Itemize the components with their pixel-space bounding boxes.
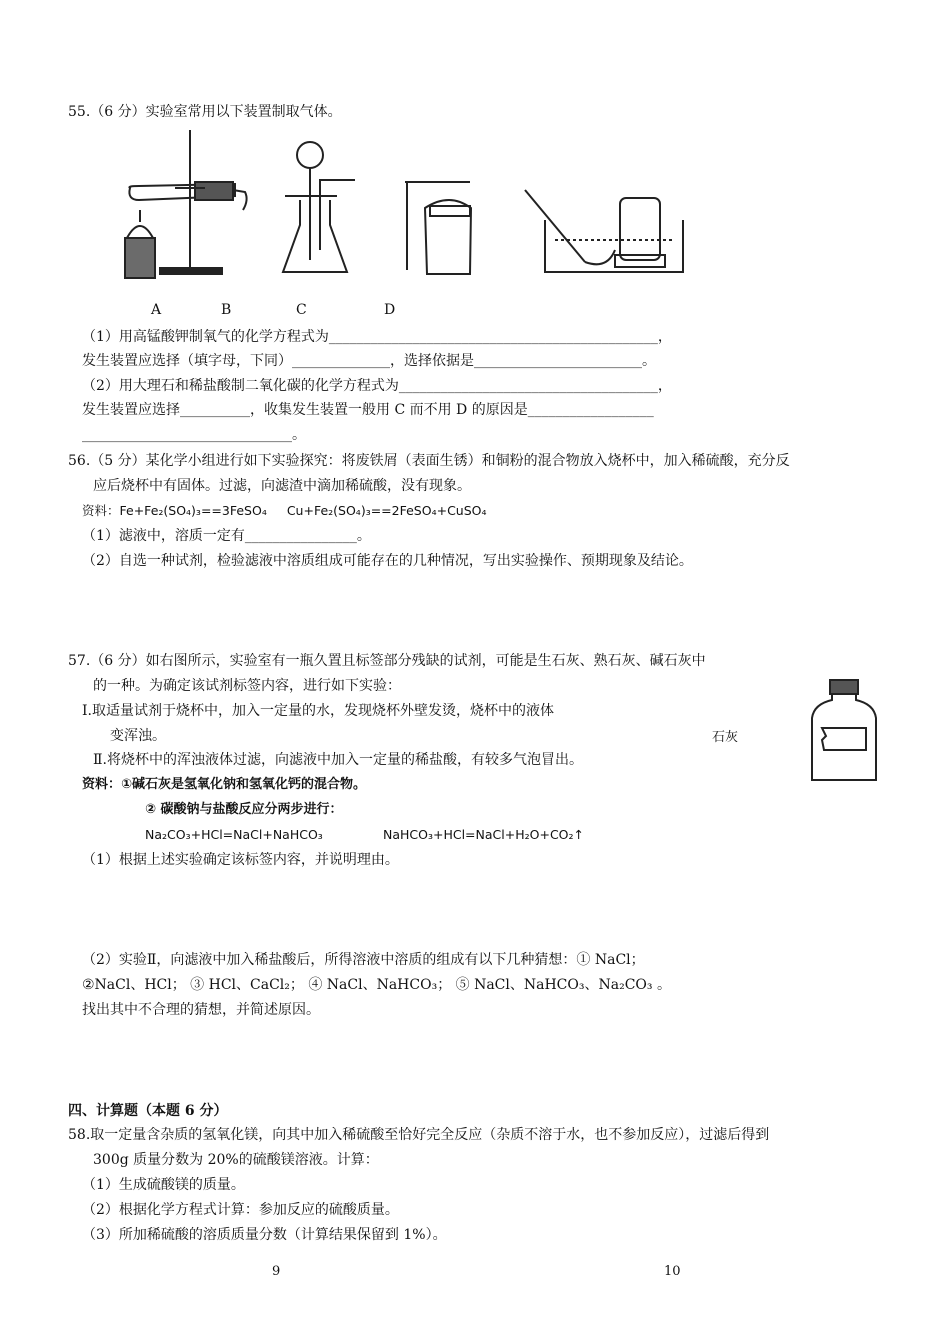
q56-line3: （1）滤液中，溶质一定有________________。 [82,528,371,544]
q57-line3: Ⅰ.取适量试剂于烧杯中，加入一定量的水，发现烧杯外壁发烫，烧杯中的液体 [82,703,554,719]
q57-eq2: NaHCO₃+HCl=NaCl+H₂O+CO₂↑ [383,827,584,842]
bottle-label-text: 石灰 [712,730,739,745]
q57-line9: 找出其中不合理的猜想，并简述原因。 [82,1002,320,1018]
section4-heading: 四、计算题（本题 6 分） [68,1103,228,1119]
page-number-right: 10 [664,1264,681,1279]
q55-line4: 发生装置应选择__________，收集发生装置一般用 C 而不用 D 的原因是__________________ [82,402,654,418]
q58-line5: （3）所加稀硫酸的溶质质量分数（计算结果保留到 1%）。 [82,1227,447,1243]
q56-eq2: Cu+Fe₂(SO₄)₃==2FeSO₄+CuSO₄ [286,503,487,518]
q57-line1: 57.（6 分）如右图所示，实验室有一瓶久置且标签部分残缺的试剂，可能是生石灰、熟石灰、碱石灰中 [68,653,706,669]
page-number-left: 9 [272,1264,281,1279]
q55-line1: （1）用高锰酸钾制氧气的化学方程式为_______________________________________________， [82,329,672,345]
q55-line3: （2）用大理石和稀盐酸制二氧化碳的化学方程式为_____________________________________， [82,378,672,394]
q57-eq1: Na₂CO₃+HCl=NaCl+NaHCO₃ [145,827,323,842]
q58-line1: 58.取一定量含杂质的氢氧化镁，向其中加入稀硫酸至恰好完全反应（杂质不溶于水，也不参加反应），过滤后得到 [68,1127,770,1143]
q57-line2: 的一种。为确定该试剂标签内容，进行如下实验： [93,678,401,694]
reagent-bottle-icon [808,678,880,784]
q55-title: 55.（6 分）实验室常用以下装置制取气体。 [68,104,342,120]
q55-line5: ______________________________。 [82,427,306,443]
apparatus-figure [115,130,690,290]
q56-ref-label: 资料： [82,503,120,518]
q58-line2: 300g 质量分数为 20%的硫酸镁溶液。计算： [93,1152,379,1168]
q56-line4: （2）自选一种试剂，检验滤液中溶质组成可能存在的几种情况，写出实验操作、预期现象及结论。 [82,553,693,569]
q56-eq1: Fe+Fe₂(SO₄)₃==3FeSO₄ [119,503,267,518]
label-a: A [151,302,162,318]
q55-line2: 发生装置应选择（填字母，下同）______________，选择依据是________________________。 [82,353,656,369]
q57-line4: 变浑浊。 [110,728,166,744]
label-b: B [221,302,232,318]
label-c: C [296,302,307,318]
q57-line7: （2）实验Ⅱ，向滤液中加入稀盐酸后，所得溶液中溶质的组成有以下几种猜想：① NaCl； [82,952,645,968]
q57-line8: ②NaCl、HCl； ③ HCl、CaCl₂； ④ NaCl、NaHCO₃； ⑤ NaCl、NaHCO₃、Na₂CO₃ 。 [82,977,671,993]
label-d: D [384,302,396,318]
q56-ref [82,501,487,521]
q56-line2: 应后烧杯中有固体。过滤，向滤渣中滴加稀硫酸，没有现象。 [93,478,471,494]
q58-line3: （1）生成硫酸镁的质量。 [82,1177,245,1193]
q57-ref2: ② 碳酸钠与盐酸反应分两步进行： [145,802,343,817]
q57-line6: （1）根据上述实验确定该标签内容，并说明理由。 [82,852,399,868]
q57-ref1: 资料：①碱石灰是氢氧化钠和氢氧化钙的混合物。 [82,777,367,792]
q57-line5: Ⅱ.将烧杯中的浑浊液体过滤，向滤液中加入一定量的稀盐酸，有较多气泡冒出。 [93,752,583,768]
q56-line1: 56.（5 分）某化学小组进行如下实验探究：将废铁屑（表面生锈）和铜粉的混合物放入烧杯中，加入稀硫酸，充分反 [68,453,790,469]
q58-line4: （2）根据化学方程式计算：参加反应的硫酸质量。 [82,1202,399,1218]
